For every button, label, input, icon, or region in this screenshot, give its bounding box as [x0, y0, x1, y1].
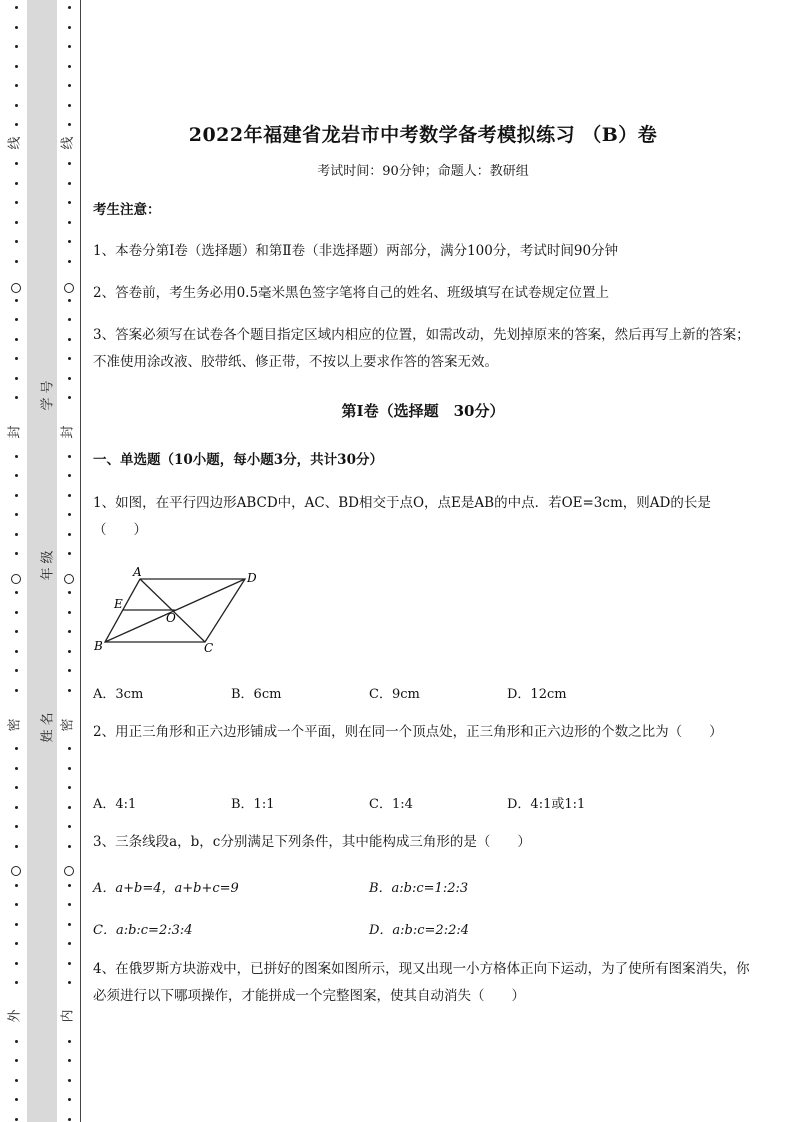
- binding-dot: [68, 825, 71, 828]
- binding-dot: [68, 299, 71, 302]
- option: D．a:b:c=2:2:4: [369, 923, 470, 938]
- option: A．4:1: [93, 797, 137, 812]
- binding-dot: [15, 923, 18, 926]
- option: A．3cm: [93, 687, 144, 702]
- binding-dot: [68, 123, 71, 126]
- binding-dot: [68, 84, 71, 87]
- binding-dot: [68, 806, 71, 809]
- binding-circle: [11, 574, 21, 584]
- binding-dot: [15, 1059, 18, 1062]
- binding-dot: [15, 1040, 18, 1043]
- binding-dot: [15, 552, 18, 555]
- binding-dot: [15, 845, 18, 848]
- binding-dot: [15, 630, 18, 633]
- binding-dot: [15, 962, 18, 965]
- binding-dot: [68, 104, 71, 107]
- binding-dot: [15, 396, 18, 399]
- binding-dot: [68, 845, 71, 848]
- binding-dot: [68, 552, 71, 555]
- binding-dot: [15, 591, 18, 594]
- binding-dot: [15, 1079, 18, 1082]
- binding-dot: [68, 923, 71, 926]
- vertex-label-o: O: [166, 611, 176, 625]
- binding-dot: [68, 1040, 71, 1043]
- page-title: 2022年福建省龙岩市中考数学备考模拟练习 （B）卷: [188, 124, 658, 146]
- binding-circle: [11, 866, 21, 876]
- binding-dot: [68, 221, 71, 224]
- vertex-label-c: C: [204, 641, 214, 655]
- binding-dot: [68, 65, 71, 68]
- binding-dot: [68, 981, 71, 984]
- parallelogram-figure: [93, 562, 273, 662]
- binding-circle: [64, 283, 74, 293]
- inner-dot-column: [60, 0, 76, 1122]
- binding-dot: [68, 611, 71, 614]
- binding-dot: [15, 240, 18, 243]
- binding-dot: [15, 318, 18, 321]
- binding-dot: [68, 455, 71, 458]
- part-heading: 一、单选题（10小题，每小题3分，共计30分）: [93, 452, 383, 468]
- option: D．4:1或1:1: [507, 797, 586, 812]
- vertex-label-a: A: [133, 565, 142, 579]
- binding-dot: [68, 474, 71, 477]
- margin-line: [80, 0, 81, 1122]
- binding-dot: [68, 201, 71, 204]
- binding-dot: [68, 338, 71, 341]
- section-title: 第I卷（选择题 30分）: [341, 402, 505, 420]
- binding-dot: [15, 650, 18, 653]
- binding-dot: [68, 767, 71, 770]
- binding-dot: [15, 611, 18, 614]
- binding-dot: [68, 884, 71, 887]
- binding-dot: [15, 45, 18, 48]
- binding-char: 密: [60, 718, 76, 732]
- binding-dot: [68, 591, 71, 594]
- binding-dot: [15, 884, 18, 887]
- binding-dot: [68, 45, 71, 48]
- binding-dot: [68, 747, 71, 750]
- binding-dot: [68, 396, 71, 399]
- binding-char: 线: [7, 136, 23, 150]
- binding-dot: [15, 533, 18, 536]
- binding-dot: [15, 201, 18, 204]
- option: B．1:1: [231, 797, 275, 812]
- binding-dot: [68, 1118, 71, 1121]
- binding-dot: [15, 221, 18, 224]
- binding-dot: [68, 240, 71, 243]
- binding-dot: [68, 669, 71, 672]
- binding-char: 线: [60, 136, 76, 150]
- binding-dot: [15, 377, 18, 380]
- binding-dot: [68, 182, 71, 185]
- binding-dot: [68, 630, 71, 633]
- vertex-label-d: D: [247, 571, 257, 585]
- option: B．a:b:c=1:2:3: [369, 881, 469, 896]
- binding-dot: [68, 533, 71, 536]
- binding-dot: [15, 162, 18, 165]
- binding-dot: [15, 65, 18, 68]
- binding-dot: [15, 786, 18, 789]
- page-subtitle: 考试时间：90分钟；命题人：教研组: [317, 164, 529, 179]
- binding-circle: [11, 283, 21, 293]
- binding-dot: [15, 1118, 18, 1121]
- option: C．a:b:c=2:3:4: [93, 923, 193, 938]
- notice-item: 1、本卷分第I卷（选择题）和第Ⅱ卷（非选择题）两部分，满分100分，考试时间90分钟: [93, 243, 619, 259]
- binding-dot: [15, 1098, 18, 1101]
- binding-dot: [68, 962, 71, 965]
- binding-dot: [15, 806, 18, 809]
- binding-dot: [15, 689, 18, 692]
- field-name: 姓名: [40, 708, 56, 743]
- binding-dot: [68, 6, 71, 9]
- binding-dot: [68, 513, 71, 516]
- binding-dot: [68, 162, 71, 165]
- option: B．6cm: [231, 687, 282, 702]
- binding-dot: [15, 299, 18, 302]
- binding-dot: [15, 338, 18, 341]
- binding-dot: [68, 377, 71, 380]
- binding-char: 封: [60, 425, 76, 439]
- binding-circle: [64, 574, 74, 584]
- binding-char: 密: [7, 718, 23, 732]
- binding-dot: [15, 104, 18, 107]
- binding-dot: [68, 650, 71, 653]
- notice-item: 3、答案必须写在试卷各个题目指定区域内相应的位置，如需改动，先划掉原来的答案，然后再写上新的答案；不准使用涂改液、胶带纸、修正带，不按以上要求作答的答案无效。: [93, 327, 750, 370]
- field-grade: 年级: [40, 546, 56, 581]
- binding-dot: [68, 903, 71, 906]
- binding-dot: [15, 767, 18, 770]
- binding-dot: [15, 942, 18, 945]
- binding-dot: [15, 182, 18, 185]
- binding-dot: [68, 357, 71, 360]
- binding-dot: [68, 494, 71, 497]
- binding-dot: [68, 689, 71, 692]
- question-stem: 3、三条线段a，b，c分别满足下列条件，其中能构成三角形的是（ ）: [93, 834, 531, 850]
- binding-dot: [68, 1098, 71, 1101]
- field-student-number: 学号: [40, 376, 56, 411]
- binding-dot: [15, 903, 18, 906]
- binding-char: 外: [7, 1009, 23, 1023]
- binding-dot: [15, 494, 18, 497]
- question-stem: 2、用正三角形和正六边形铺成一个平面，则在同一个顶点处，正三角形和正六边形的个数之比为（ ）: [93, 724, 723, 740]
- question-stem: 4、在俄罗斯方块游戏中，已拼好的图案如图所示，现又出现一小方格体正向下运动，为了使所有图案消失，你必须进行以下哪项操作，才能拼成一个完整图案，使其自动消失（ ）: [93, 961, 750, 1004]
- binding-dot: [68, 1059, 71, 1062]
- binding-dot: [68, 786, 71, 789]
- vertex-label-b: B: [94, 639, 103, 653]
- binding-dot: [15, 123, 18, 126]
- binding-dot: [15, 357, 18, 360]
- outer-dot-column: [7, 0, 23, 1122]
- binding-circle: [64, 866, 74, 876]
- option: D．12cm: [507, 687, 567, 702]
- option: C．1:4: [369, 797, 413, 812]
- question-stem: 1、如图，在平行四边形ABCD中，AC、BD相交于点O，点E是AB的中点．若OE=3cm，则AD的长是（ ）: [93, 495, 711, 538]
- option: C．9cm: [369, 687, 420, 702]
- notice-item: 2、答卷前，考生务必用0.5毫米黑色签字笔将自己的姓名、班级填写在试卷规定位置上: [93, 285, 610, 301]
- binding-dot: [15, 747, 18, 750]
- binding-dot: [15, 455, 18, 458]
- binding-char: 封: [7, 425, 23, 439]
- binding-dot: [68, 942, 71, 945]
- binding-dot: [15, 825, 18, 828]
- binding-char: 内: [60, 1009, 76, 1023]
- binding-dot: [15, 981, 18, 984]
- binding-dot: [15, 26, 18, 29]
- binding-dot: [15, 84, 18, 87]
- binding-dot: [68, 318, 71, 321]
- binding-dot: [68, 1079, 71, 1082]
- binding-dot: [68, 26, 71, 29]
- vertex-label-e: E: [114, 597, 123, 611]
- binding-dot: [15, 513, 18, 516]
- binding-dot: [15, 260, 18, 263]
- option: A．a+b=4，a+b+c=9: [93, 881, 239, 896]
- binding-dot: [15, 6, 18, 9]
- binding-dot: [15, 474, 18, 477]
- notice-heading: 考生注意：: [93, 202, 161, 218]
- binding-dot: [68, 260, 71, 263]
- binding-dot: [15, 669, 18, 672]
